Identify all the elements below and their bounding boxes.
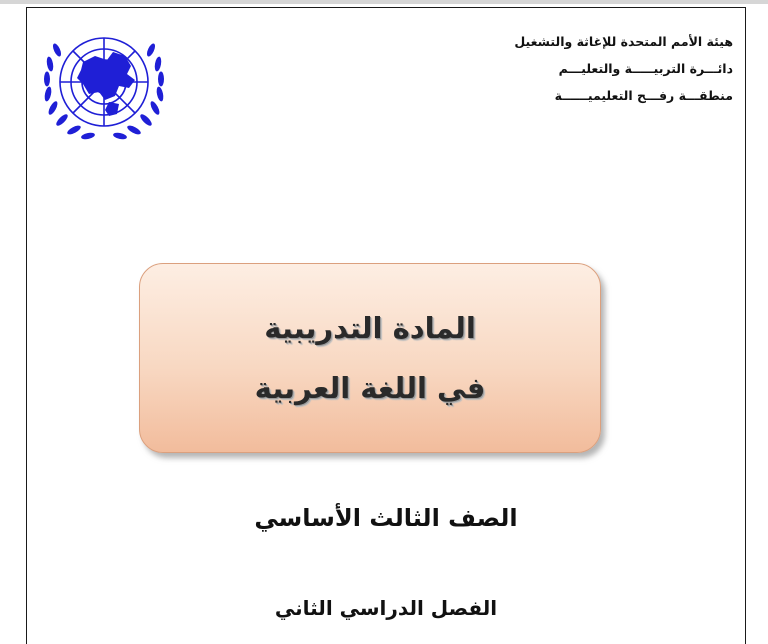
viewer-top-edge xyxy=(0,0,768,4)
un-emblem-icon xyxy=(39,22,169,148)
title-line-2: في اللغة العربية xyxy=(254,371,486,405)
title-line-1: المادة التدريبية xyxy=(264,311,476,345)
semester-label: الفصل الدراسي الثاني xyxy=(274,596,498,620)
document-page xyxy=(26,7,746,644)
agency-name: هيئة الأمم المتحدة للإغاثة والتشغيل xyxy=(514,34,733,49)
department-name: دائـــرة التربيـــــة والتعليـــم xyxy=(558,61,733,76)
region-name: منطقـــة رفـــح التعليميــــــة xyxy=(554,88,733,103)
agency-header xyxy=(473,28,733,109)
title-box xyxy=(139,263,601,453)
grade-label: الصف الثالث الأساسي xyxy=(254,504,518,532)
